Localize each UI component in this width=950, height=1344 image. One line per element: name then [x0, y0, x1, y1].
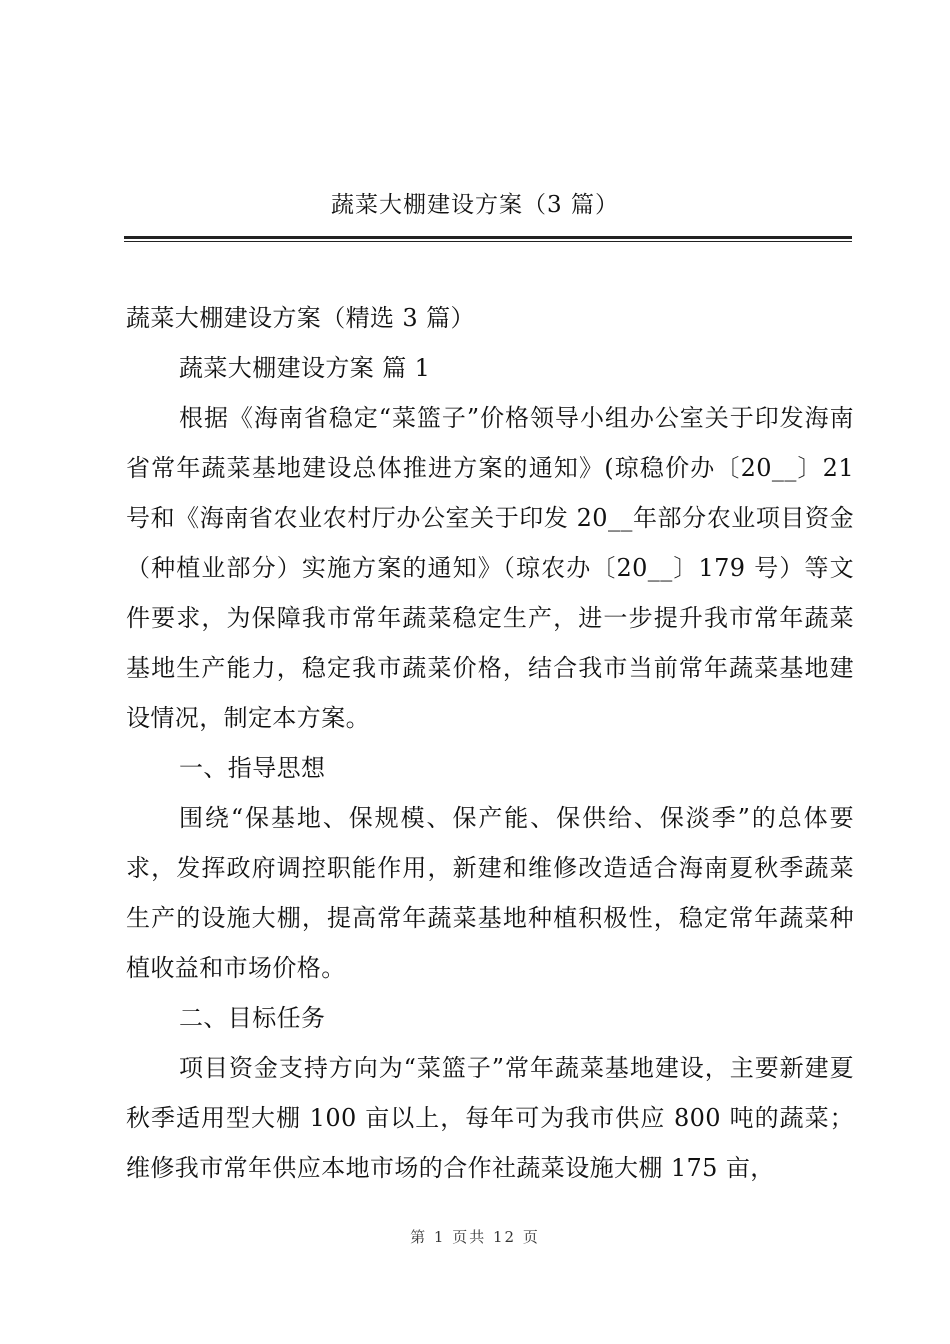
document-body — [126, 293, 854, 1193]
body-paragraph: 根据《海南省稳定“菜篮子”价格领导小组办公室关于印发海南省常年蔬菜基地建设总体推进方案的通知》(琼稳价办〔20__〕21 号和《海南省农业农村厅办公室关于印发 20__年部分农业项目资金（种植业部分）实施方案的通知》（琼农办〔20__〕179 号）等文件要求，为保障我市常年蔬菜稳定生产，进一步提升我市常年蔬菜基地生产能力，稳定我市蔬菜价格，结合我市当前常年蔬菜基地建设情况，制定本方案。 — [126, 404, 854, 732]
body-paragraph: 围绕“保基地、保规模、保产能、保供给、保淡季”的总体要求，发挥政府调控职能作用，新建和维修改造适合海南夏秋季蔬菜生产的设施大棚，提高常年蔬菜基地种植积极性，稳定常年蔬菜种植收益和市场价格。 — [126, 804, 854, 982]
header-divider — [124, 236, 852, 242]
section-heading: 一、指导思想 — [179, 754, 326, 782]
section-title: 蔬菜大棚建设方案 篇 1 — [179, 354, 431, 382]
section-heading: 二、目标任务 — [179, 1004, 326, 1032]
document-header-title: 蔬菜大棚建设方案（3 篇） — [331, 192, 619, 218]
page-footer: 第 1 页共 12 页 — [410, 1228, 540, 1246]
body-paragraph: 项目资金支持方向为“菜篮子”常年蔬菜基地建设，主要新建夏秋季适用型大棚 100 亩以上，每年可为我市供应 800 吨的蔬菜；维修我市常年供应本地市场的合作社蔬菜设施大棚 175 亩， — [126, 1054, 854, 1182]
document-title: 蔬菜大棚建设方案（精选 3 篇） — [126, 304, 475, 332]
